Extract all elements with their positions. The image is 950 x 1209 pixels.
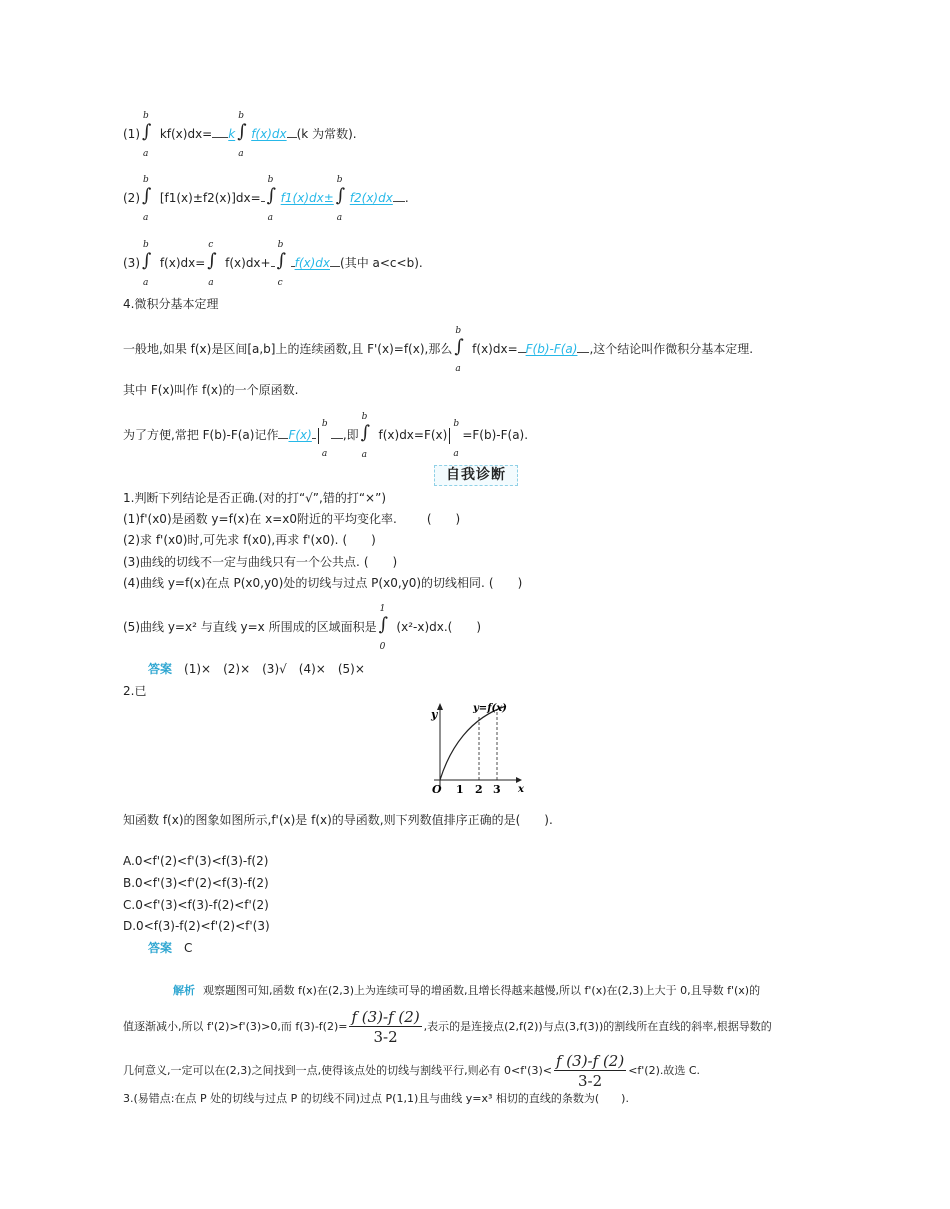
theorem-sentence-2: 其中 F(x)叫作 f(x)的一个原函数. bbox=[123, 383, 299, 397]
q2-stem-rest: 知函数 f(x)的图象如图所示,f'(x)是 f(x)的导函数,则下列数值排序正确的是( ). bbox=[123, 813, 553, 827]
property-label: (3) bbox=[123, 256, 140, 270]
difference-quotient: $\frac{f (3)-f (2)}{3-2}$ bbox=[351, 1008, 420, 1046]
q2-jiexi-line-3 bbox=[123, 1052, 700, 1090]
jiexi-text: <f'(2).故选 C. bbox=[628, 1064, 701, 1077]
integral-sign: 1 ∫ 0 bbox=[378, 603, 388, 652]
sentence-text: =F(b)-F(a). bbox=[462, 428, 529, 442]
note: (其中 a<c<b). bbox=[340, 256, 423, 270]
fill-fb-fa: F(b)-F(a) bbox=[525, 342, 578, 356]
x-axis-label: x bbox=[518, 784, 524, 795]
jiexi-text: 观察题图可知,函数 f(x)在(2,3)上为连续可导的增函数,且增长得越来越慢,所以 f'(x)在(2,3)上大于 0,且导数 f'(x)的 bbox=[203, 984, 761, 997]
answer-label: 答案 bbox=[148, 662, 173, 676]
origin-label: O bbox=[432, 783, 442, 796]
theorem-sentence-1 bbox=[123, 325, 754, 374]
item-text: (2)求 f'(x0)时,可先求 f(x0),再求 f'(x0). bbox=[123, 533, 339, 547]
integral-sign: c ∫ a bbox=[207, 239, 217, 288]
q2-jiexi-line-1 bbox=[173, 983, 760, 999]
jiexi-text: ,表示的是连接点(2,f(2))与点(3,f(3))的割线所在直线的斜率,根据导数的 bbox=[423, 1020, 772, 1033]
evaluation-bar: b a bbox=[318, 428, 329, 444]
q2-stem-start: 2.已 bbox=[123, 684, 147, 698]
integral-sign: b ∫ a bbox=[142, 239, 152, 288]
theorem-heading: 4.微积分基本定理 bbox=[123, 297, 219, 311]
fill-fx: f(x)dx bbox=[294, 256, 331, 270]
evaluation-bar: b a bbox=[449, 428, 460, 444]
q1-item-5 bbox=[123, 603, 482, 652]
answer-paren: ( ) bbox=[426, 512, 461, 526]
answer-paren: ( ) bbox=[488, 576, 523, 590]
q1-item bbox=[123, 511, 460, 527]
tick-label-2: 2 bbox=[475, 783, 483, 796]
q1-item bbox=[123, 575, 522, 591]
integral-sign: b ∫ a bbox=[360, 411, 371, 460]
fill-fx: f(x)dx bbox=[251, 127, 287, 141]
integrand-mid: f(x)dx+ bbox=[225, 256, 271, 270]
theorem-sentence-3 bbox=[123, 411, 529, 460]
answer-label: 答案 bbox=[148, 941, 173, 955]
fill-f2: f2(x)dx bbox=[349, 191, 393, 205]
item-text: (1)f'(x0)是函数 y=f(x)在 x=x0附近的平均变化率. bbox=[123, 512, 397, 526]
note: (k 为常数). bbox=[296, 127, 357, 141]
q2-option-a: A.0<f'(2)<f'(3)<f(3)-f(2) bbox=[123, 854, 269, 868]
section-title: 自我诊断 bbox=[434, 465, 518, 486]
x-axis-arrow bbox=[516, 777, 522, 783]
period: . bbox=[404, 191, 409, 205]
answer-paren: ( ) bbox=[342, 533, 376, 547]
jiexi-text: 几何意义,一定可以在(2,3)之间找到一点,使得该点处的切线与割线平行,则必有 0<f'(3)< bbox=[123, 1064, 552, 1077]
property-label: (2) bbox=[123, 191, 140, 205]
jiexi-text: 值逐渐减小,所以 f'(2)>f'(3)>0,而 f(3)-f(2)= bbox=[123, 1020, 348, 1033]
q1-item bbox=[123, 532, 376, 548]
integrand: f(x)dx=F(x) bbox=[378, 428, 448, 442]
integral-sign: b ∫ a bbox=[142, 174, 152, 223]
answer-paren: ( ) bbox=[447, 620, 482, 634]
integrand: f(x)dx= bbox=[472, 342, 518, 356]
y-axis-arrow bbox=[437, 703, 443, 710]
answer-text: C bbox=[184, 941, 193, 955]
item-text: (3)曲线的切线不一定与曲线只有一个公共点. bbox=[123, 555, 360, 569]
q2-answer bbox=[123, 940, 192, 956]
tick-label-1: 1 bbox=[456, 783, 464, 796]
answer-text: (1)× (2)× (3)√ (4)× (5)× bbox=[184, 662, 365, 676]
integral-sign: b ∫ a bbox=[335, 174, 346, 223]
sentence-text: ,这个结论叫作微积分基本定理. bbox=[589, 342, 754, 356]
sentence-text: ,即 bbox=[342, 428, 359, 442]
q2-option-b: B.0<f'(3)<f'(2)<f(3)-f(2) bbox=[123, 876, 269, 890]
property-label: (1) bbox=[123, 127, 140, 141]
integral-sign: b ∫ a bbox=[142, 110, 152, 159]
sentence-text: 为了方便,常把 F(b)-F(a)记作 bbox=[123, 428, 279, 442]
q3-stem: 3.(易错点:在点 P 处的切线与过点 P 的切线不同)过点 P(1,1)且与曲线 y=x³ 相切的直线的条数为( ). bbox=[123, 1092, 629, 1105]
integral-sign: b ∫ a bbox=[454, 325, 464, 374]
item-text: (4)曲线 y=f(x)在点 P(x0,y0)处的切线与过点 P(x0,y0)的切线相同. bbox=[123, 576, 485, 590]
sentence-text: 一般地,如果 f(x)是区间[a,b]上的连续函数,且 F'(x)=f(x),那么 bbox=[123, 342, 453, 356]
function-graph bbox=[428, 698, 528, 796]
y-axis-label: y bbox=[431, 708, 438, 721]
property-1 bbox=[123, 110, 357, 159]
q2-option-c: C.0<f'(3)<f(3)-f(2)<f'(2) bbox=[123, 898, 269, 912]
difference-quotient: $\frac{f (3)-f (2)}{3-2}$ bbox=[555, 1052, 625, 1090]
q1-stem: 1.判断下列结论是否正确.(对的打“√”,错的打“×”) bbox=[123, 491, 387, 505]
integrand: f(x)dx= bbox=[159, 256, 206, 270]
curve-label: y=f(x) bbox=[473, 703, 507, 714]
tick-label-3: 3 bbox=[493, 783, 501, 796]
property-3 bbox=[123, 239, 423, 288]
integral-sign: b ∫ a bbox=[237, 110, 247, 159]
q1-answer bbox=[123, 661, 365, 677]
fill-Fx: F(x) bbox=[288, 428, 312, 442]
item-text: (5)曲线 y=x² 与直线 y=x 所围成的区域面积是 bbox=[123, 620, 377, 634]
q1-item bbox=[123, 554, 397, 570]
jiexi-label: 解析 bbox=[173, 984, 195, 997]
fill-k: k bbox=[228, 127, 236, 141]
integrand: [f1(x)±f2(x)]dx= bbox=[159, 191, 261, 205]
q2-option-d: D.0<f(3)-f(2)<f'(2)<f'(3) bbox=[123, 919, 270, 933]
integrand: (x²-x)dx. bbox=[396, 620, 448, 634]
integral-sign: b ∫ a bbox=[266, 174, 277, 223]
q2-jiexi-line-2 bbox=[123, 1008, 772, 1046]
property-2 bbox=[123, 174, 409, 223]
fill-f1: f1(x)dx± bbox=[280, 191, 334, 205]
curve bbox=[440, 706, 506, 780]
integrand: kf(x)dx= bbox=[159, 127, 213, 141]
integral-sign: b ∫ c bbox=[276, 239, 286, 288]
answer-paren: ( ) bbox=[363, 555, 398, 569]
